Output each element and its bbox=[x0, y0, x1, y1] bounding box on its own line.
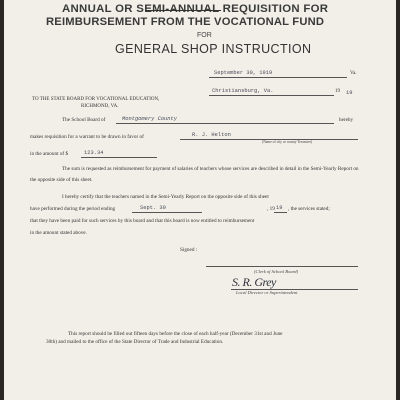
date-value: September 30, 1919 bbox=[214, 70, 273, 76]
state-suffix: Va. bbox=[350, 71, 357, 76]
footer-line2: 30th) and mailed to the office of the State Director of Trade and Industrial Education. bbox=[46, 339, 224, 345]
requisition-form bbox=[4, 0, 396, 400]
period-year-line bbox=[274, 212, 287, 213]
place-value: Christiansburg, Va. bbox=[212, 88, 274, 94]
certify-text-19: , 19 bbox=[267, 206, 275, 212]
certify-text-line4: in the amount stated above. bbox=[30, 230, 87, 236]
amount-line bbox=[81, 157, 157, 158]
school-board-prefix: The School Board of bbox=[62, 117, 106, 123]
clerk-caption: (Clerk of School Board) bbox=[254, 269, 299, 274]
strikethrough-semi-annual bbox=[146, 10, 221, 11]
form-title-for: FOR bbox=[197, 32, 212, 39]
director-caption: Local Director or Superintendent bbox=[236, 290, 298, 295]
payee-value: R. J. Helton bbox=[192, 132, 231, 138]
reimbursement-paragraph: The sum is requested as reimbursement for payment of salaries of teachers whose services are described in detail in the Semi-Yearly Report on the opposite side of this sheet. bbox=[30, 166, 359, 183]
year-prefix: 19 bbox=[335, 89, 340, 94]
footer-line1: This report should be filled out fifteen days before the close of each half-year (December 31st and June bbox=[68, 331, 283, 337]
certify-text-line3: that they have been paid for such services by this board and that this board is now entitled to reimbursement bbox=[30, 218, 255, 224]
makes-requisition-text: makes requisition for a warrant to be drawn in favor of bbox=[30, 134, 144, 140]
school-board-line bbox=[116, 123, 334, 124]
amount-value: 123.34 bbox=[84, 150, 104, 156]
certify-text-line2a: have performed during the period ending bbox=[30, 206, 116, 212]
payee-caption: (Name of city or county Treasurer) bbox=[262, 140, 313, 144]
form-title-line2: REIMBURSEMENT FROM THE VOCATIONAL FUND bbox=[46, 16, 325, 28]
place-line bbox=[209, 95, 334, 96]
period-year-value: 19 bbox=[276, 205, 283, 211]
director-signature: S. R. Grey bbox=[232, 275, 276, 289]
period-date-line bbox=[132, 212, 202, 213]
signed-label: Signed : bbox=[180, 247, 198, 253]
amount-label: in the amount of $ bbox=[30, 151, 69, 157]
school-board-value: Montgomery County bbox=[122, 116, 177, 122]
hereby-text: hereby bbox=[339, 117, 354, 123]
addressee-line2: RICHMOND, VA. bbox=[81, 104, 119, 109]
addressee-line1: TO THE STATE BOARD FOR VOCATIONAL EDUCATION, bbox=[32, 97, 160, 102]
period-date-value: Sept. 30 bbox=[140, 205, 166, 211]
clerk-signature-line bbox=[206, 266, 358, 267]
form-title-line3: GENERAL SHOP INSTRUCTION bbox=[115, 42, 312, 56]
certify-text-line2b: , the services stated; bbox=[288, 206, 330, 212]
year-suffix: 19 bbox=[346, 90, 353, 96]
certify-text-line1: I hereby certify that the teachers named in the Semi-Yearly Report on the opposite side of this sheet bbox=[62, 194, 269, 200]
form-title-line1: ANNUAL OR SEMI-ANNUAL REQUISITION FOR bbox=[62, 3, 329, 15]
date-line bbox=[209, 77, 347, 78]
